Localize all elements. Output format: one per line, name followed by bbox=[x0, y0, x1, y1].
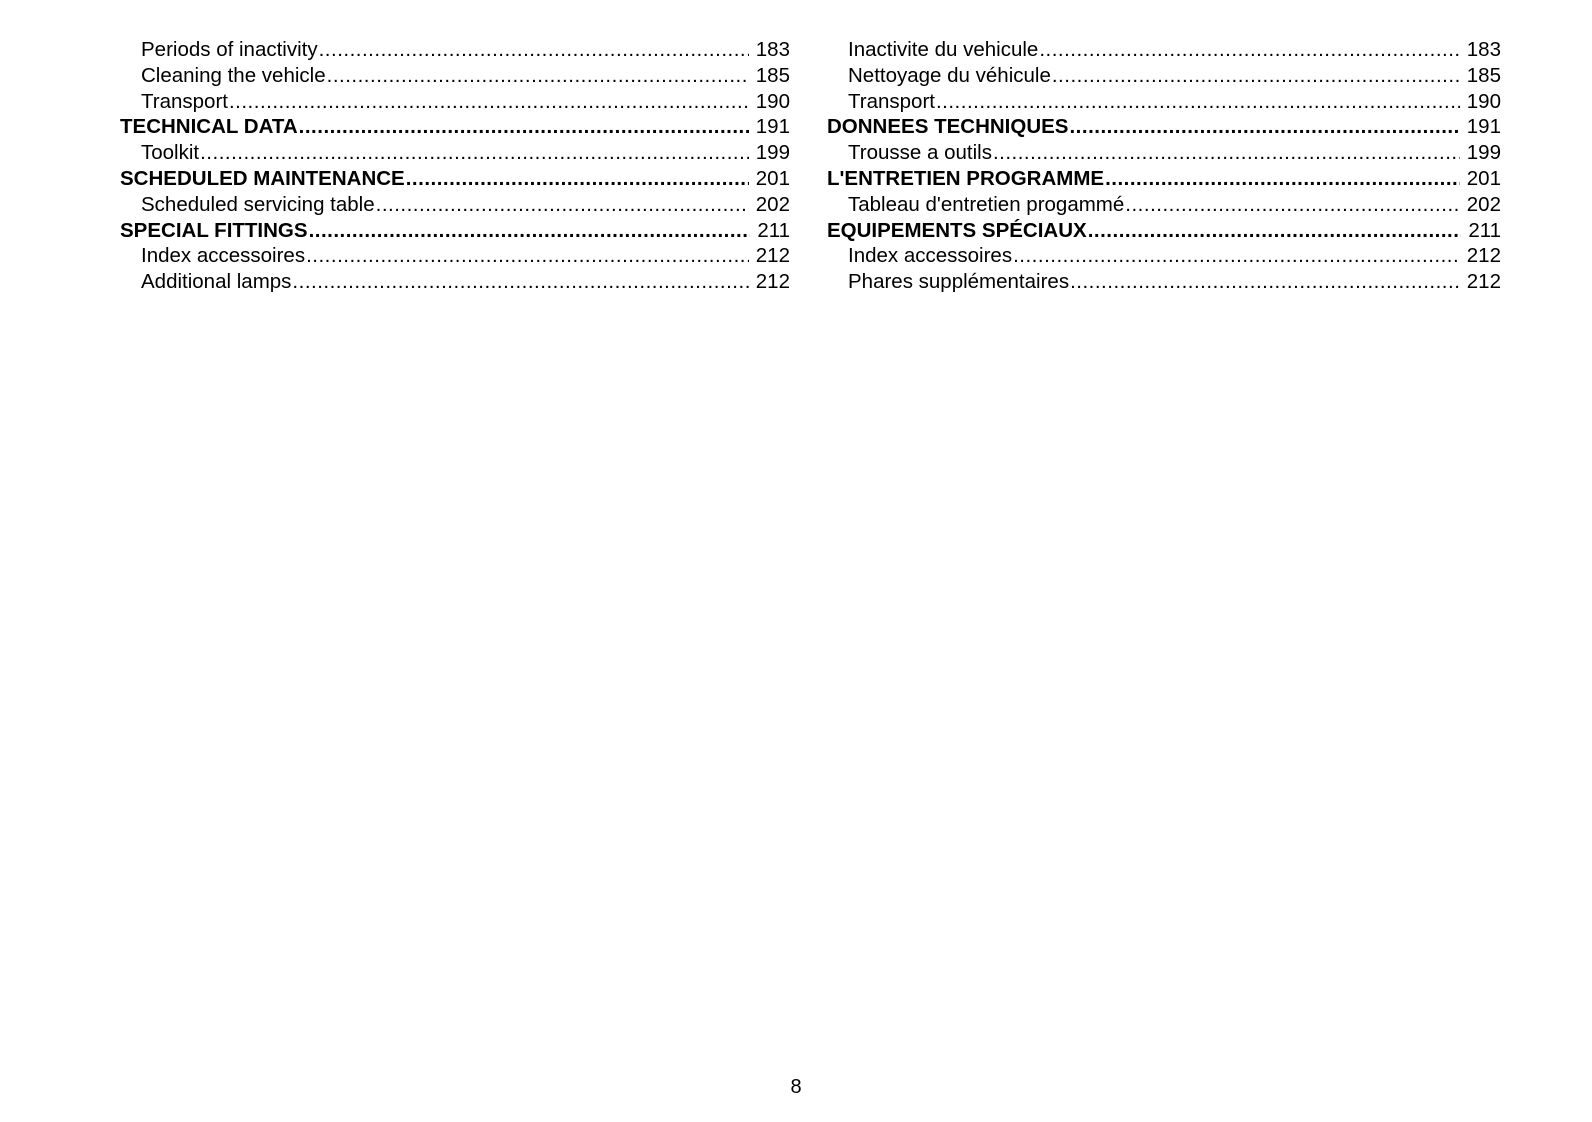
toc-entry-title: Cleaning the vehicle bbox=[141, 63, 326, 87]
toc-entry bbox=[827, 192, 1501, 218]
toc-dot-leader bbox=[1070, 269, 1460, 295]
toc-entry bbox=[120, 63, 790, 89]
toc-entry-title: DONNEES TECHNIQUES bbox=[827, 115, 1069, 139]
toc-entry bbox=[120, 89, 790, 115]
toc-entry-page: 185 bbox=[1466, 63, 1501, 87]
toc-entry-page: 183 bbox=[1466, 38, 1501, 61]
toc-entry-page: 202 bbox=[1466, 192, 1501, 216]
toc-column-english bbox=[120, 37, 790, 295]
toc-entry bbox=[120, 140, 790, 166]
toc-section-heading bbox=[827, 114, 1501, 140]
toc-entry bbox=[827, 63, 1501, 89]
toc-entry-page: 212 bbox=[1466, 244, 1501, 268]
toc-entry-title: Periods of inactivity bbox=[141, 38, 318, 61]
toc-dot-leader bbox=[1013, 243, 1460, 269]
toc-entry-page: 183 bbox=[755, 38, 790, 61]
toc-entry bbox=[827, 269, 1501, 295]
toc-section-heading bbox=[120, 218, 790, 244]
toc-entry-page: 211 bbox=[1468, 218, 1501, 242]
toc-dot-leader bbox=[1039, 37, 1459, 63]
toc-entry-title: Trousse a outils bbox=[848, 141, 992, 165]
toc-entry bbox=[827, 243, 1501, 269]
toc-entry bbox=[120, 243, 790, 269]
toc-dot-leader bbox=[1052, 63, 1460, 89]
toc-entry-title: EQUIPEMENTS SPÉCIAUX bbox=[827, 218, 1087, 242]
toc-entry-page: 201 bbox=[1466, 166, 1501, 190]
toc-entry-page: 212 bbox=[755, 270, 790, 294]
toc-dot-leader bbox=[406, 166, 749, 192]
toc-dot-leader bbox=[327, 63, 749, 89]
toc-entry-title: Index accessoires bbox=[141, 244, 306, 268]
toc-entry-page: 190 bbox=[755, 89, 790, 113]
toc-section-heading bbox=[827, 166, 1501, 192]
page-number: 8 bbox=[790, 1076, 802, 1098]
toc-entry bbox=[120, 269, 790, 295]
toc-dot-leader bbox=[229, 89, 749, 115]
toc-entry-title: L'ENTRETIEN PROGRAMME bbox=[827, 166, 1105, 190]
toc-entry-page: 191 bbox=[1466, 115, 1501, 139]
toc-entry-page: 199 bbox=[1466, 141, 1501, 165]
toc-entry-page: 190 bbox=[1466, 89, 1501, 113]
toc-entry-page: 212 bbox=[755, 244, 790, 268]
toc-entry-page: 211 bbox=[757, 218, 790, 242]
toc-dot-leader bbox=[376, 192, 749, 218]
toc-entry-page: 212 bbox=[1466, 270, 1501, 294]
toc-entry-title: Tableau d'entretien progammé bbox=[848, 192, 1125, 216]
toc-entry-page: 201 bbox=[755, 166, 790, 190]
toc-entry-title: Scheduled servicing table bbox=[141, 192, 375, 216]
toc-dot-leader bbox=[936, 89, 1460, 115]
toc-dot-leader bbox=[993, 140, 1460, 166]
toc-dot-leader bbox=[1069, 114, 1459, 140]
toc-dot-leader bbox=[306, 243, 749, 269]
toc-dot-leader bbox=[1125, 192, 1460, 218]
toc-dot-leader bbox=[309, 218, 751, 244]
toc-section-heading bbox=[120, 166, 790, 192]
toc-entry bbox=[827, 89, 1501, 115]
toc-dot-leader bbox=[319, 37, 749, 63]
toc-entry-page: 202 bbox=[755, 192, 790, 216]
toc-entry-title: Nettoyage du véhicule bbox=[848, 63, 1051, 87]
toc-entry-title: TECHNICAL DATA bbox=[120, 115, 298, 139]
toc-entry bbox=[120, 192, 790, 218]
toc-entry-title: Transport bbox=[141, 89, 228, 113]
toc-section-heading bbox=[827, 218, 1501, 244]
toc-dot-leader bbox=[292, 269, 748, 295]
toc-column-french bbox=[827, 37, 1501, 295]
toc-entry bbox=[827, 140, 1501, 166]
toc-entry-title: Toolkit bbox=[141, 141, 200, 165]
toc-entry-title: Transport bbox=[848, 89, 935, 113]
toc-dot-leader bbox=[299, 114, 749, 140]
toc-entry bbox=[827, 37, 1501, 63]
toc-dot-leader bbox=[1088, 218, 1462, 244]
toc-section-heading bbox=[120, 114, 790, 140]
toc-entry-title: Additional lamps bbox=[141, 270, 292, 294]
toc-entry-title: Phares supplémentaires bbox=[848, 270, 1070, 294]
toc-entry-title: SCHEDULED MAINTENANCE bbox=[120, 166, 405, 190]
toc-entry-page: 191 bbox=[755, 115, 790, 139]
toc-entry-title: Inactivite du vehicule bbox=[848, 38, 1039, 61]
toc-entry-title: Index accessoires bbox=[848, 244, 1013, 268]
toc-dot-leader bbox=[1105, 166, 1460, 192]
toc-entry-title: SPECIAL FITTINGS bbox=[120, 218, 308, 242]
toc-entry-page: 185 bbox=[755, 63, 790, 87]
toc-entry-page: 199 bbox=[755, 141, 790, 165]
toc-dot-leader bbox=[200, 140, 749, 166]
toc-entry bbox=[120, 37, 790, 63]
